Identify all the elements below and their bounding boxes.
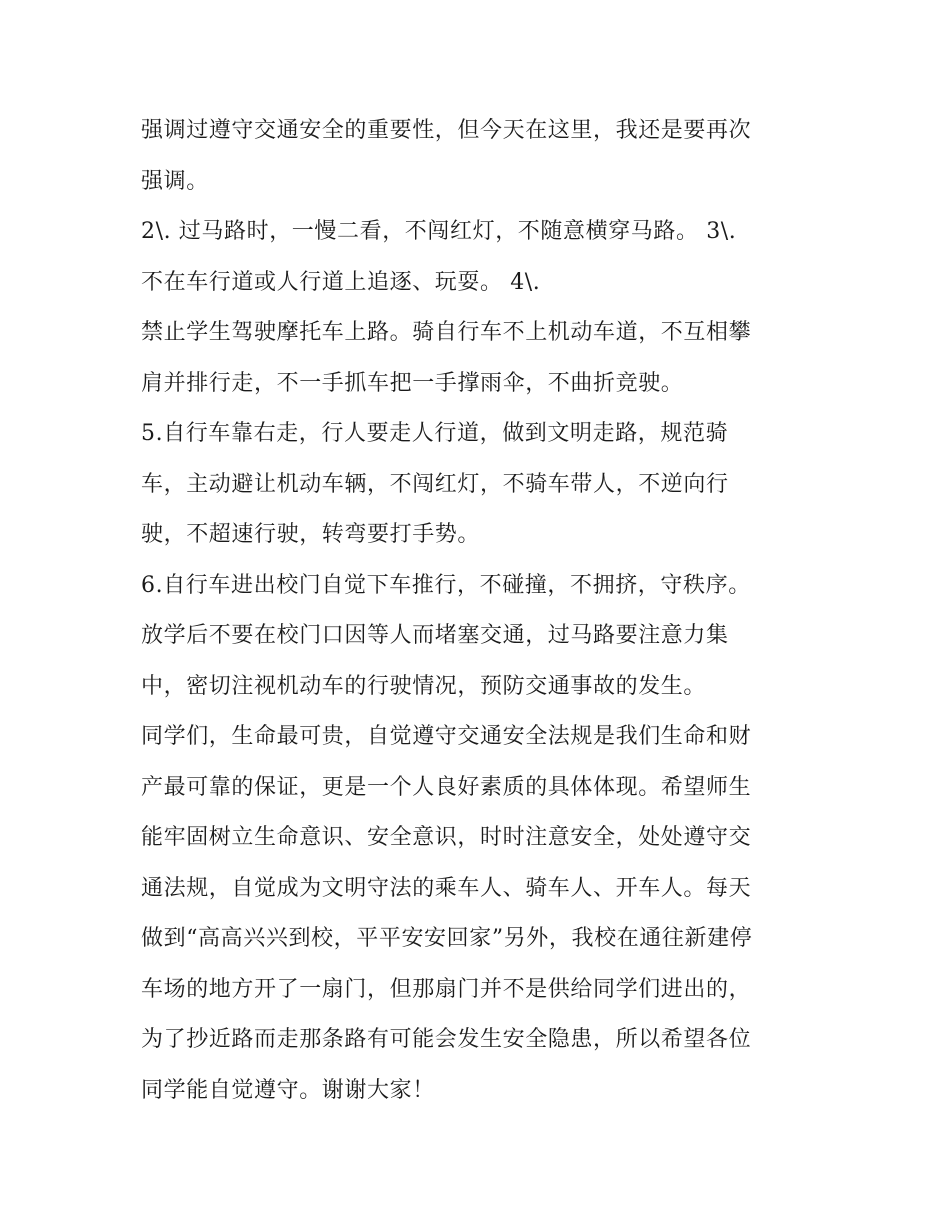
text-line: 禁止学生驾驶摩托车上路。骑自行车不上机动车道，不互相攀 xyxy=(141,320,752,345)
text-line: 同学们，生命最可贵，自觉遵守交通安全法规是我们生命和财 xyxy=(141,724,752,749)
body-text xyxy=(141,106,831,1116)
text-line: 不在车行道或人行道上追逐、玩耍。 4\. xyxy=(141,269,541,295)
text-line: 强调。 xyxy=(141,168,209,194)
text-line: 强调过遵守交通安全的重要性，但今天在这里，我还是要再次 xyxy=(141,118,752,143)
text-line: 5.自行车靠右走，行人要走人行道，做到文明走路，规范骑 xyxy=(141,421,729,446)
text-line: 做到“高高兴兴到校，平平安安回家”另外，我校在通往新建停 xyxy=(141,926,753,951)
text-line: 能牢固树立生命意识、安全意识，时时注意安全，处处遵守交 xyxy=(141,825,752,850)
text-line: 产最可靠的保证，更是一个人良好素质的具体体现。希望师生 xyxy=(141,774,752,800)
text-line: 同学能自觉遵守。谢谢大家！ xyxy=(141,1077,435,1103)
text-line: 为了抄近路而走那条路有可能会发生安全隐患，所以希望各位 xyxy=(141,1027,752,1052)
text-line: 通法规，自觉成为文明守法的乘车人、骑车人、开车人。每天 xyxy=(141,875,752,901)
text-line: 放学后不要在校门口因等人而堵塞交通，过马路要注意力集 xyxy=(141,623,729,648)
text-line: 驶，不超速行驶，转弯要打手势。 xyxy=(141,522,481,547)
text-line: 2\. 过马路时，一慢二看，不闯红灯，不随意横穿马路。 3\. xyxy=(141,219,737,244)
text-line: 6.自行车进出校门自觉下车推行，不碰撞，不拥挤，守秩序。 xyxy=(141,572,751,598)
text-line: 肩并排行走，不一手抓车把一手撑雨伞，不曲折竞驶。 xyxy=(141,370,684,396)
text-line: 中，密切注视机动车的行驶情况，预防交通事故的发生。 xyxy=(141,673,707,699)
text-line: 车场的地方开了一扇门，但那扇门并不是供给同学们进出的， xyxy=(141,976,752,1002)
text-line: 车，主动避让机动车辆，不闯红灯，不骑车带人，不逆向行 xyxy=(141,471,729,497)
